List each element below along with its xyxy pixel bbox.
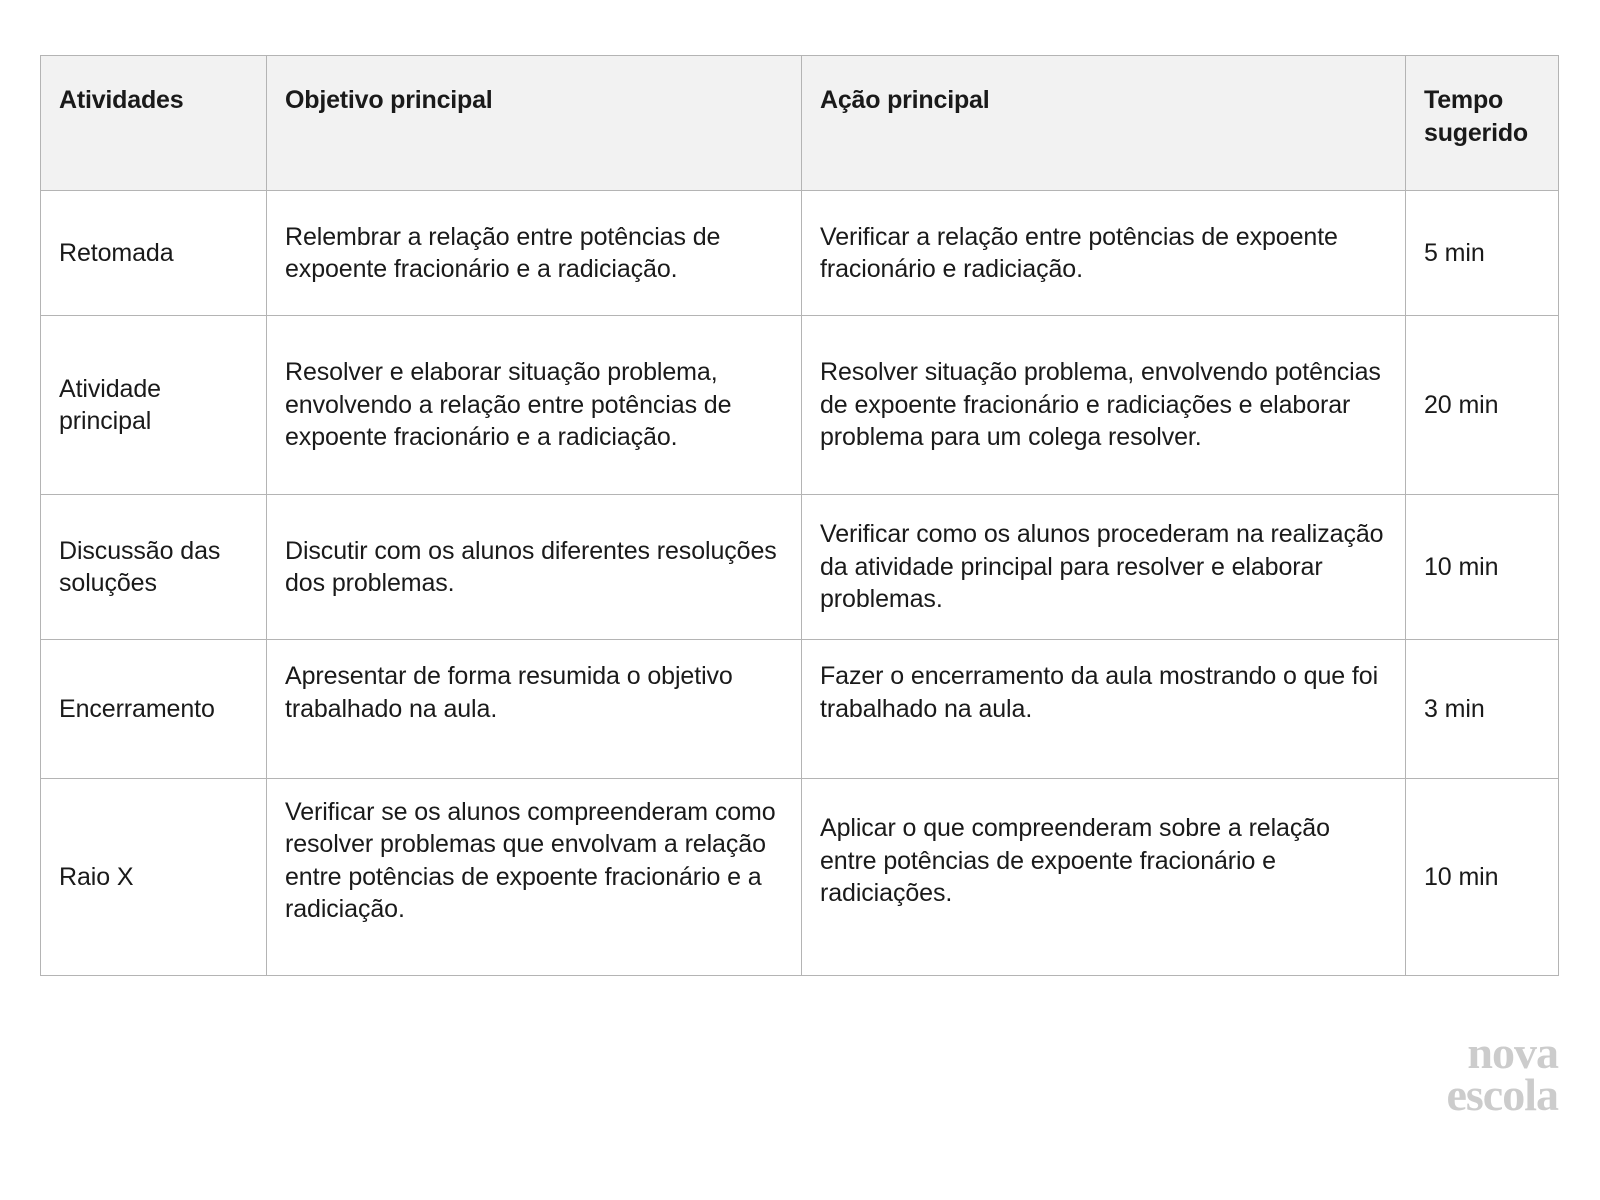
table-row xyxy=(41,191,1559,316)
column-header-atividades: Atividades xyxy=(41,56,267,191)
cell-tempo: 5 min xyxy=(1406,191,1559,316)
table-row xyxy=(41,316,1559,495)
cell-atividade: Encerramento xyxy=(41,640,267,779)
cell-atividade: Atividade principal xyxy=(41,316,267,495)
lesson-plan-table-wrapper xyxy=(40,55,1558,976)
cell-objetivo: Verificar se os alunos compreenderam como resolver problemas que envolvam a relação entre potências de expoente fracionário e a radiciação. xyxy=(267,779,802,976)
cell-acao: Verificar a relação entre potências de expoente fracionário e radiciação. xyxy=(802,191,1406,316)
cell-atividade: Discussão das soluções xyxy=(41,495,267,640)
cell-tempo: 10 min xyxy=(1406,495,1559,640)
table-row xyxy=(41,495,1559,640)
cell-atividade: Retomada xyxy=(41,191,267,316)
column-header-tempo-sugerido: Tempo sugerido xyxy=(1406,56,1559,191)
cell-tempo: 10 min xyxy=(1406,779,1559,976)
table-header xyxy=(41,56,1559,191)
lesson-plan-table xyxy=(40,55,1559,976)
logo-line-nova: nova xyxy=(1467,1027,1558,1078)
cell-acao: Fazer o encerramento da aula mostrando o que foi trabalhado na aula. xyxy=(802,640,1406,779)
cell-objetivo: Resolver e elaborar situação problema, envolvendo a relação entre potências de expoente fracionário e a radiciação. xyxy=(267,316,802,495)
cell-acao: Aplicar o que compreenderam sobre a relação entre potências de expoente fracionário e radiciações. xyxy=(802,779,1406,976)
column-header-acao-principal: Ação principal xyxy=(802,56,1406,191)
cell-objetivo: Discutir com os alunos diferentes resoluções dos problemas. xyxy=(267,495,802,640)
logo-line-escola: escola xyxy=(1446,1069,1558,1121)
cell-atividade: Raio X xyxy=(41,779,267,976)
table-row xyxy=(41,640,1559,779)
cell-tempo: 20 min xyxy=(1406,316,1559,495)
nova-escola-logo xyxy=(1378,1027,1558,1121)
cell-objetivo: Relembrar a relação entre potências de expoente fracionário e a radiciação. xyxy=(267,191,802,316)
cell-acao: Resolver situação problema, envolvendo potências de expoente fracionário e radiciações e elaborar problema para um colega resolver. xyxy=(802,316,1406,495)
cell-tempo: 3 min xyxy=(1406,640,1559,779)
cell-acao: Verificar como os alunos procederam na realização da atividade principal para resolver e elaborar problemas. xyxy=(802,495,1406,640)
table-body xyxy=(41,191,1559,976)
cell-objetivo: Apresentar de forma resumida o objetivo trabalhado na aula. xyxy=(267,640,802,779)
table-header-row xyxy=(41,56,1559,191)
table-row xyxy=(41,779,1559,976)
column-header-objetivo-principal: Objetivo principal xyxy=(267,56,802,191)
